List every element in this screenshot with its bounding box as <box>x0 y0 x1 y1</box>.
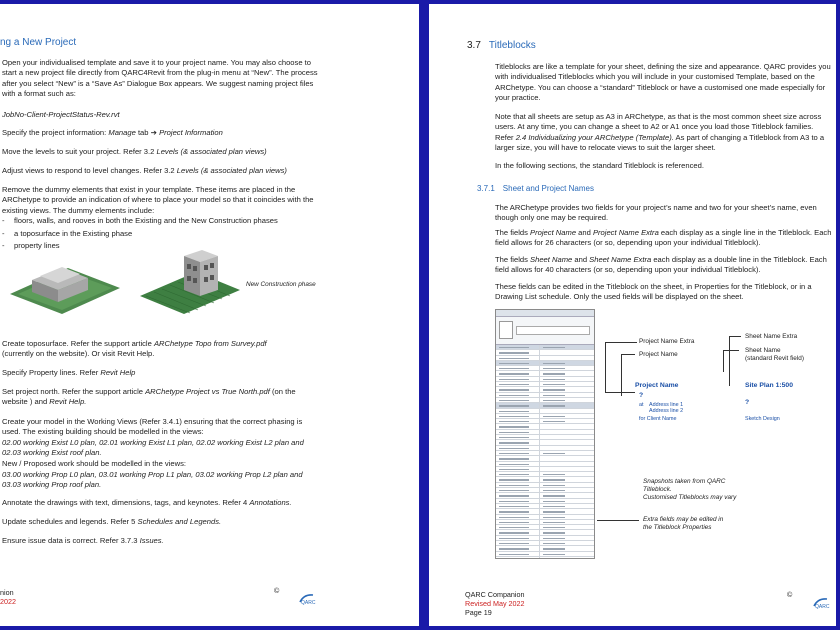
step-project-info: Specify the project information: Manage tab ➔ Project Information <box>2 128 223 137</box>
step-remove-dummy: Remove the dummy elements that exist in your template. These items are placed in the ARChetype to provide an indication of where to place your model so that it coincides with the existing views. The dummy elements include: <box>2 185 314 215</box>
leader-line <box>723 350 739 351</box>
titleblocks-para-2: Note that all sheets are setup as A3 in ARChetype, as that is the most common sheet size across users. At any time, you can change a sheet to A2 or A1 once you load those Titleblock families. Refer 2.4 Individualizing your ARChetype (Template). As part of changing a Titleblock from A3 to a larger size, you will have to relocate views to suit the larger sheet. <box>495 112 825 153</box>
properties-panel-snapshot <box>495 309 595 559</box>
svg-text:QARC: QARC <box>301 600 316 606</box>
right-page <box>429 4 836 626</box>
bracket-line <box>605 342 606 392</box>
titleblock-address-1: Address line 1 <box>649 402 684 408</box>
copyright-symbol: © <box>787 590 793 599</box>
label-project-name-extra: Project Name Extra <box>639 338 695 345</box>
caption-snapshot: Snapshots taken from QARC Titleblock. Customised Titleblocks may vary <box>643 478 737 501</box>
bracket-line <box>729 336 730 386</box>
footer-revised: Revised May 2022 <box>465 599 525 608</box>
filename-format: JobNo-Client-ProjectStatus-Rev.rvt <box>2 110 120 119</box>
titleblock-client: for Client Name <box>639 416 677 422</box>
section-heading: ng a New Project <box>0 37 77 48</box>
step-issue: Ensure issue data is correct. Refer 3.7.3 Issues. <box>2 536 164 545</box>
footer-title: nion <box>0 588 14 597</box>
footer-title: QARC Companion <box>465 590 525 599</box>
footer-page-number: Page 19 <box>465 608 492 617</box>
left-page <box>0 4 419 626</box>
list-item: - floors, walls, and rooves in both the Existing and the New Construction phases <box>2 215 320 228</box>
subsection-heading: 3.7.1 Sheet and Project Names <box>477 184 594 193</box>
new-views-list: 03.00 working Prop L0 plan, 03.01 working Prop L1 plan, 03.02 working Prop L2 plan and 03.03 working Prop roof plan. <box>2 470 303 490</box>
copyright-symbol: © <box>274 586 280 595</box>
names-para-3: The fields Sheet Name and Sheet Name Extra each display as a double line in the Titleblock. Each field allows for 40 characters (or so, depending upon your individual Titleblock). <box>495 255 827 275</box>
list-item: - a toposurface in the Existing phase <box>2 228 320 241</box>
step-property-lines: Specify Property lines. Refer Revit Help <box>2 368 136 377</box>
image-caption: New Construction phase <box>246 281 316 288</box>
step-schedules: Update schedules and legends. Refer 5 Schedules and Legends. <box>2 517 222 526</box>
step-annotate: Annotate the drawings with text, dimensions, tags, and keynotes. Refer 4 Annotations. <box>2 498 292 507</box>
caption-extra-fields: Extra fields may be edited in the Titleblock Properties <box>643 516 724 531</box>
existing-phase-image <box>10 256 120 314</box>
qarc-logo-icon <box>297 592 319 606</box>
property-row <box>496 557 594 559</box>
footer-revised: 2022 <box>0 597 16 606</box>
intro-paragraph: Open your individualised template and save it to your project name. You may also choose to start a new project file directly from QARC4Revit from the plug-in menu at “New”. The process after you select “New” is a “Save As” Dialogue Box appears. We suggest naming project files with a format such as: <box>2 58 318 99</box>
type-thumbnail <box>499 321 513 339</box>
type-combo <box>516 326 590 335</box>
page-footer <box>465 590 525 617</box>
step-levels: Move the levels to suit your project. Refer 3.2 Levels (& associated plan views) <box>2 147 267 156</box>
titleblock-sheet-title: Site Plan 1:500 <box>745 382 793 389</box>
titleblock-project-name: Project Name <box>635 382 679 389</box>
titleblocks-para-1: Titleblocks are like a template for your sheet, defining the size and appearance. QARC provides you with individualised Titleblocks which you will include in your customised Template, based on the ARChetype. You can choose a “standard” Titleblock or have a customised one made especially for your practice. <box>495 62 831 103</box>
names-para-1: The ARChetype provides two fields for your project’s name and two for your sheet’s name, even though only one may be required. <box>495 203 817 223</box>
leader-line <box>621 354 635 355</box>
bracket-line <box>621 354 622 396</box>
new-work-label: New / Proposed work should be modelled in the views: <box>2 459 187 468</box>
label-sheet-name: Sheet Name <box>745 347 781 354</box>
properties-rows <box>496 345 594 559</box>
bracket-line <box>723 350 724 372</box>
properties-titlebar <box>496 310 594 317</box>
titleblock-question-2: ? <box>745 399 750 406</box>
page-footer <box>0 588 16 606</box>
names-para-2: The fields Project Name and Project Name Extra each display as a single line in the Titleblock. Each field allows for 26 characters (or so, depending upon your individual Titleblock). <box>495 228 832 248</box>
step-project-north: Set project north. Refer the support article ARChetype Project vs True North.pdf (on the website ) and Revit Help. <box>2 387 296 407</box>
leader-line <box>605 392 635 393</box>
leader-line <box>597 520 639 521</box>
leader-line <box>605 342 637 343</box>
label-sheet-name-note: (standard Revit field) <box>745 355 804 362</box>
step-views: Adjust views to respond to level changes. Refer 3.2 Levels (& associated plan views) <box>2 166 287 175</box>
titleblock-sketch-design: Sketch Design <box>745 416 780 422</box>
label-project-name: Project Name <box>639 351 678 358</box>
titleblock-question-1: ? <box>639 392 644 399</box>
new-construction-phase-image <box>140 244 240 314</box>
titleblock-address-2: Address line 2 <box>649 408 684 414</box>
leader-line <box>729 336 741 337</box>
qarc-logo-icon <box>811 596 833 610</box>
names-para-4: These fields can be edited in the Titleblock on the sheet, in Properties for the Titleblock, or in a Drawing List schedule. Only the used fields will be displayed on the sheet. <box>495 282 812 302</box>
section-heading: 3.7 Titleblocks <box>467 40 536 51</box>
label-sheet-name-extra: Sheet Name Extra <box>745 333 798 340</box>
type-selector <box>496 317 594 345</box>
step-toposurface: Create toposurface. Refer the support article ARChetype Topo from Survey.pdf (currently on the website). Or visit Revit Help. <box>2 339 267 359</box>
titleblocks-para-3: In the following sections, the standard Titleblock is referenced. <box>495 161 704 170</box>
titleblock-address-prefix: at <box>639 402 644 408</box>
step-create-model: Create your model in the Working Views (Refer 3.4.1) ensuring that the correct phasing is used. The existing building should be modelled in the views: <box>2 417 303 437</box>
list-item: - property lines <box>2 240 320 253</box>
svg-text:QARC: QARC <box>815 604 830 610</box>
existing-views-list: 02.00 working Exist L0 plan, 02.01 working Exist L1 plan, 02.02 working Exist L2 plan and 02.03 working Exist roof plan. <box>2 438 304 458</box>
